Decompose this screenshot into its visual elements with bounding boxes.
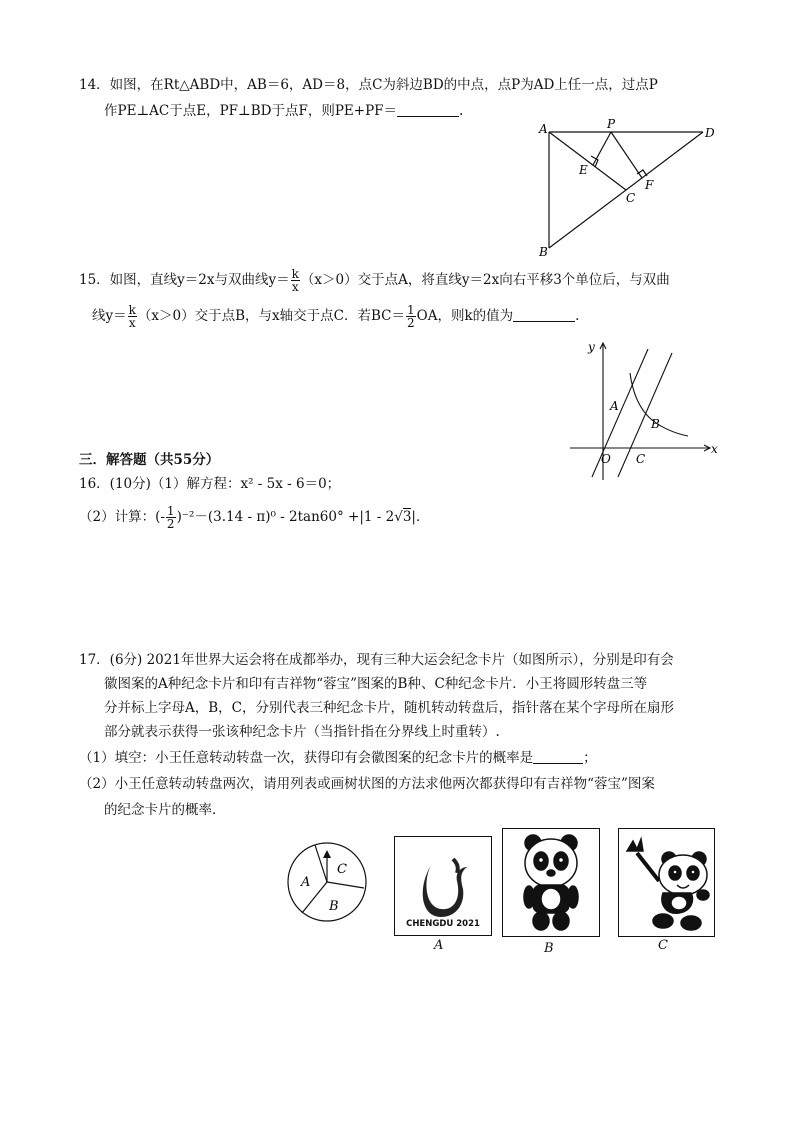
frac-den: 2	[407, 316, 415, 330]
q15-line2-a: 线y＝	[92, 308, 127, 324]
frac-den: x	[128, 316, 136, 330]
q15-line2-c: OA，则k的值为	[416, 308, 514, 324]
q14-line2-text: 作PE⊥AC于点E，PF⊥BD于点F，则PE+PF＝	[104, 103, 398, 119]
q14-line2	[104, 102, 463, 120]
fraction-one-half	[406, 304, 416, 329]
panda-torch-mascot-icon	[619, 829, 714, 936]
q14-period: .	[459, 103, 464, 119]
panda-mascot-icon	[503, 829, 599, 936]
fraction-k-over-x-2	[128, 304, 137, 329]
q17-sub2b: 的纪念卡片的概率．	[104, 802, 226, 818]
frac-num: 1	[166, 504, 175, 518]
q14-label-C: C	[626, 191, 636, 205]
q16-line2-b: )⁻²－(3.14 - π)⁰ - 2tan60° +|1 - 2	[176, 509, 395, 525]
q17-line3: 分并标上字母A，B，C，分别代表三种纪念卡片，随机转动转盘后，指针落在某个字母所在扇形	[104, 700, 674, 716]
card-a-caption: A	[434, 938, 444, 953]
q15-line1	[79, 266, 670, 294]
q17-line4: 部分就表示获得一张该种纪念卡片（当指针指在分界线上时重转）.	[104, 724, 500, 740]
card-b-caption: B	[544, 941, 554, 956]
q14-label-F: F	[645, 178, 654, 192]
q14-label-D: D	[705, 126, 715, 140]
q17-sub2a: （2）小王任意转动转盘两次，请用列表或画树状图的方法求他两次都获得印有吉祥物“蓉宝”图案	[79, 776, 655, 792]
q17-sub1	[79, 749, 597, 767]
q17-line2: 徽图案的A种纪念卡片和印有吉祥物“蓉宝”图案的B种、C种纪念卡片．小王将圆形转盘三等	[104, 676, 648, 692]
spinner-figure	[285, 840, 369, 924]
spinner-label-C: C	[337, 862, 347, 877]
q14-figure	[535, 118, 725, 263]
card-c-caption: C	[658, 938, 668, 953]
sqrt-sign: √	[394, 509, 403, 525]
q17-sub1-text: （1）填空：小王任意转动转盘一次，获得印有会徽图案的纪念卡片的概率是	[79, 750, 534, 766]
fraction-one-half-16	[166, 505, 176, 530]
q16-line2-c: |．	[411, 509, 430, 525]
graph-label-O: O	[601, 452, 611, 466]
spinner-pointer-icon	[323, 850, 331, 858]
card-b	[502, 828, 600, 937]
graph-label-x: x	[711, 442, 718, 456]
frac-num: k	[291, 267, 299, 281]
q15-line2-b: （x＞0）交于点B，与x轴交于点C．若BC＝	[137, 308, 405, 324]
spinner-label-B: B	[329, 899, 339, 914]
q15-period: .	[575, 308, 580, 324]
graph-label-C: C	[636, 452, 646, 466]
q14-line1: 14．如图，在Rt△ABD中，AB＝6，AD＝8，点C为斜边BD的中点，点P为AD上任一点，过点P	[79, 77, 658, 93]
card-c	[618, 828, 715, 937]
q14-label-P: P	[607, 118, 616, 131]
graph-label-y: y	[588, 340, 595, 354]
fraction-k-over-x	[291, 268, 300, 293]
card-a	[394, 836, 492, 936]
q16-line2	[79, 503, 429, 531]
q15-line1-b: （x＞0）交于点A，将直线y＝2x向右平移3个单位后，与双曲	[300, 272, 670, 288]
q17-line1: 17．(6分) 2021年世界大运会将在成都举办，现有三种大运会纪念卡片（如图所示），分别是印有会	[79, 652, 674, 668]
frac-den: 2	[166, 517, 175, 531]
sqrt-radicand: 3	[402, 509, 412, 525]
q17-sub1-end: ；	[583, 750, 597, 766]
q15-graph	[560, 335, 725, 485]
q15-line2	[92, 302, 579, 330]
answer-blank-17	[533, 750, 583, 764]
section-title: 三．解答题（共55分）	[79, 452, 220, 468]
answer-blank-14	[397, 103, 459, 117]
spinner-label-A: A	[301, 875, 311, 890]
q16-line2-a: （2）计算：(-	[79, 509, 165, 525]
frac-den: x	[291, 280, 299, 294]
q14-label-B: B	[539, 245, 548, 259]
frac-num: k	[128, 303, 136, 317]
q14-label-E: E	[579, 163, 588, 177]
q14-label-A: A	[539, 122, 548, 136]
graph-label-A: A	[610, 399, 619, 413]
q15-line1-a: 15．如图，直线y＝2x与双曲线y＝	[79, 272, 290, 288]
q16-line1: 16．(10分)（1）解方程：x² - 5x - 6＝0；	[79, 476, 341, 492]
answer-blank-15	[513, 308, 575, 322]
graph-label-B: B	[651, 417, 660, 431]
card-a-logo-text: CHENGDU 2021	[406, 919, 480, 929]
frac-num: 1	[407, 303, 415, 317]
